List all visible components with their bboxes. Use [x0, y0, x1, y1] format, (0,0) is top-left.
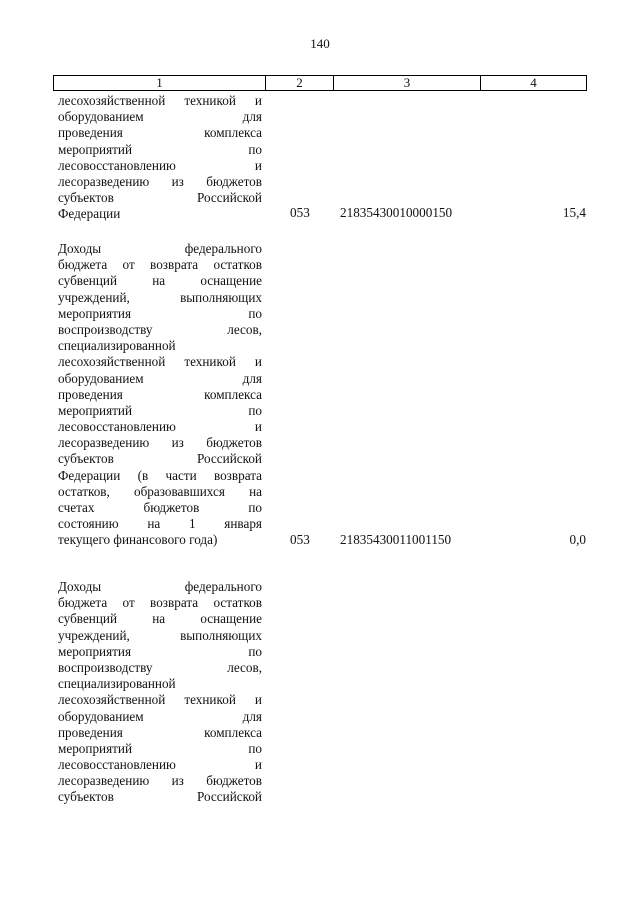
- description-line: оборудованием для: [58, 370, 262, 386]
- admin-code: 053: [290, 531, 310, 547]
- description-line: лесовосстановлению и: [58, 157, 262, 173]
- description-line: оборудованием для: [58, 109, 262, 125]
- description-line: субъектов Российской: [58, 789, 262, 805]
- description-line: мероприятий по: [58, 402, 262, 418]
- description-line: специализированной: [58, 676, 176, 692]
- description-line: лесоразведению из бюджетов: [58, 173, 262, 189]
- description-line: лесохозяйственной техникой и: [58, 93, 262, 108]
- description-line: субъектов Российской: [58, 190, 262, 206]
- description-line: бюджета от возврата остатков: [58, 257, 262, 273]
- description-line: текущего финансового года): [58, 532, 218, 548]
- description-line: мероприятия по: [58, 643, 262, 659]
- amount-value: 15,4: [562, 205, 586, 221]
- header-col-4: 4: [530, 75, 537, 90]
- description-line: лесоразведению из бюджетов: [58, 435, 262, 451]
- description-line: лесовосстановлению и: [58, 419, 262, 435]
- description-line: счетах бюджетов по: [58, 500, 262, 515]
- row-description: [58, 241, 262, 549]
- description-line: лесохозяйственной техникой и: [58, 354, 262, 370]
- description-line: учреждений, выполняющих: [58, 289, 262, 305]
- description-line: Доходы федерального: [58, 579, 262, 594]
- header-col-1: 1: [54, 76, 266, 90]
- description-line: лесовосстановлению и: [58, 757, 262, 773]
- amount-value: 0,0: [569, 531, 586, 547]
- description-line: Федерации (в части возврата: [58, 467, 262, 483]
- description-line: субвенций на оснащение: [58, 611, 262, 627]
- header-col-3: 3: [334, 76, 481, 90]
- description-line: лесохозяйственной техникой и: [58, 692, 262, 708]
- description-line: состоянию на 1 января: [58, 516, 262, 532]
- description-line: мероприятия по: [58, 305, 262, 321]
- description-line: Федерации: [58, 206, 121, 222]
- admin-code: 053: [290, 205, 310, 221]
- description-line: специализированной: [58, 338, 176, 354]
- description-line: учреждений, выполняющих: [58, 627, 262, 643]
- description-line: субвенций на оснащение: [58, 273, 262, 289]
- description-line: субъектов Российской: [58, 451, 262, 467]
- description-line: Доходы федерального: [58, 241, 262, 256]
- description-line: мероприятий по: [58, 141, 262, 157]
- description-line: проведения комплекса: [58, 386, 262, 402]
- header-col-2: 2: [266, 76, 334, 90]
- description-line: проведения комплекса: [58, 724, 262, 740]
- table-header-row: [53, 75, 587, 91]
- kbk-code: 21835430011001150: [340, 531, 452, 547]
- row-description: [58, 93, 262, 223]
- page-number: 140: [310, 36, 330, 51]
- description-line: остатков, образовавшихся на: [58, 483, 262, 499]
- row-description: [58, 579, 262, 806]
- description-line: воспроизводству лесов,: [58, 659, 262, 675]
- description-line: бюджета от возврата остатков: [58, 595, 262, 611]
- kbk-code: 21835430010000150: [340, 205, 453, 221]
- description-line: лесоразведению из бюджетов: [58, 773, 262, 789]
- description-line: воспроизводству лесов,: [58, 321, 262, 337]
- description-line: оборудованием для: [58, 708, 262, 724]
- description-line: мероприятий по: [58, 740, 262, 756]
- description-line: проведения комплекса: [58, 125, 262, 141]
